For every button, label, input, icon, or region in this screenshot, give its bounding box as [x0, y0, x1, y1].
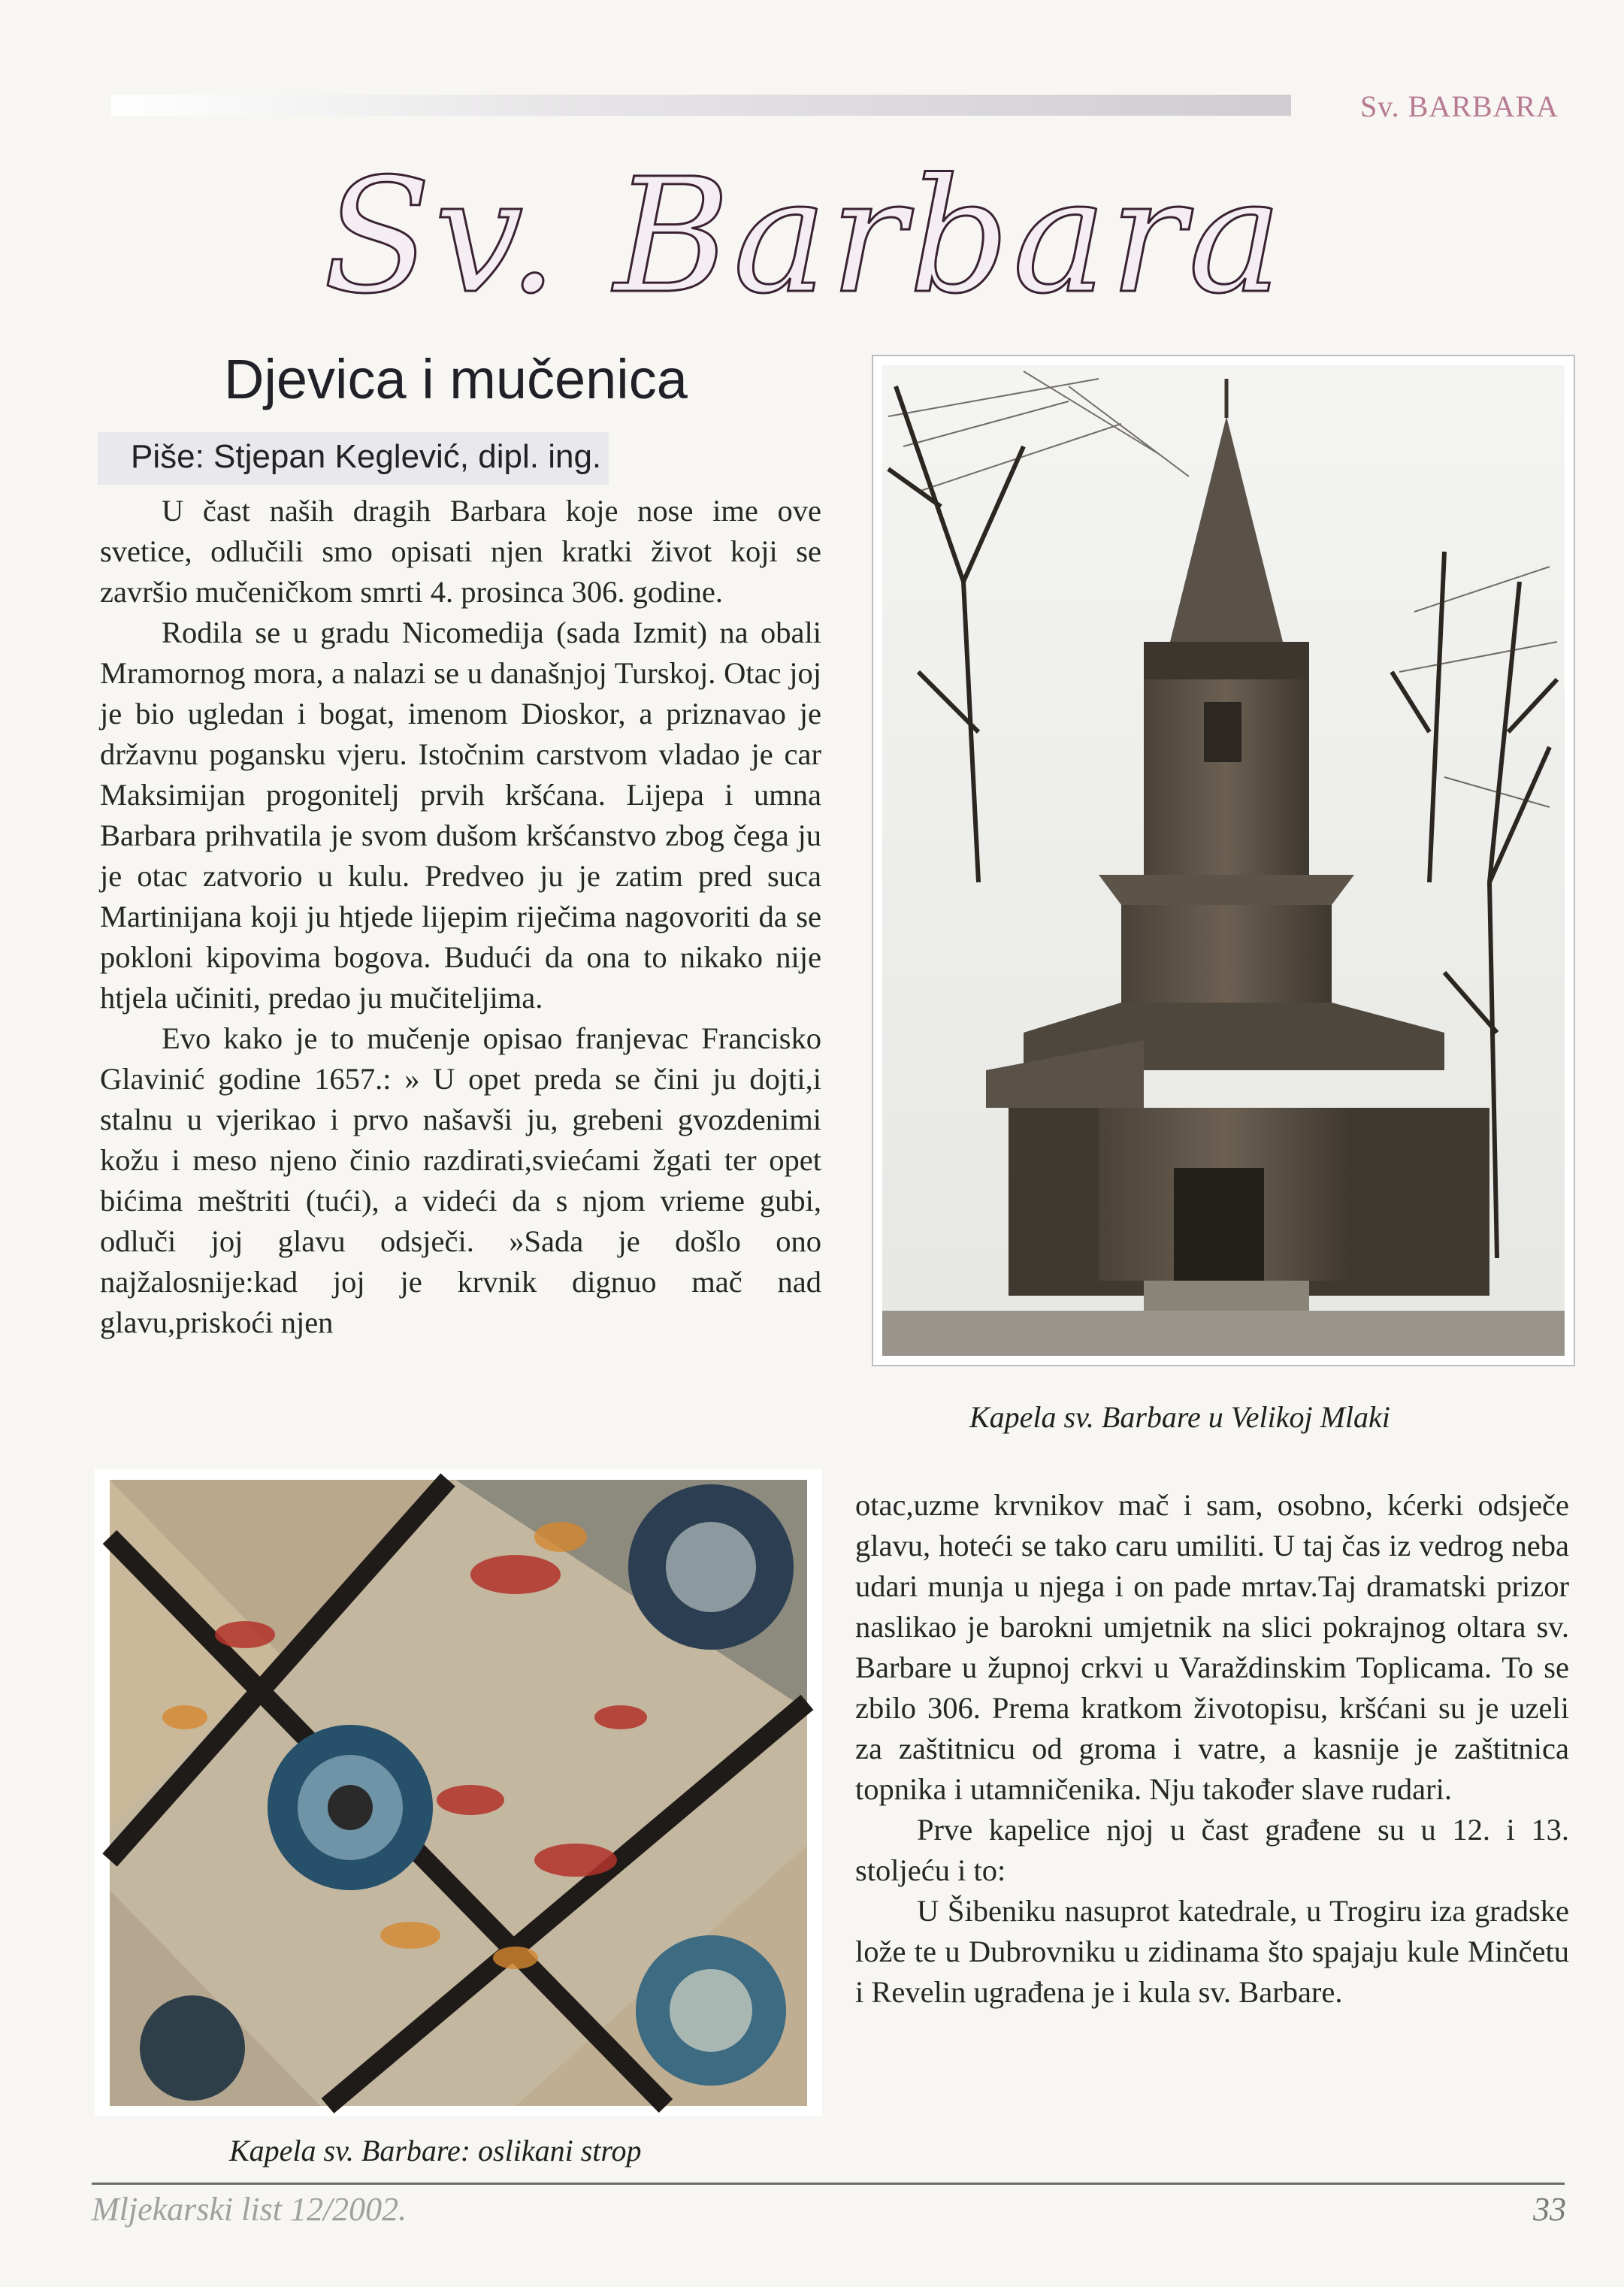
paragraph: Prve kapelice njoj u čast građene su u 12. i 13. stoljeću i to:: [855, 1813, 1569, 1887]
paragraph: U Šibeniku nasuprot katedrale, u Trogiru iza gradske lože te u Dubrovniku u zidinama što spajaju kule Minčetu i Revelin ugrađena je i kula sv. Barbare.: [855, 1894, 1569, 2009]
script-title: Sv. Barbara: [323, 144, 1286, 328]
header-rule: [111, 95, 1291, 116]
paragraph: Evo kako je to mučenje opisao franjevac Francisko Glavinić godine 1657.: » U opet preda se čini ju dojti,i stalnu u vjerikao i prvo našavši ju, grebeni gvozdenimi kožu i meso njeno činio razdirati,sviećami žgati ter opet bićima meštriti (tući), a videći da s njom vrieme gubi, odluči joj glavu odsječi. »Sada je došlo ono najžalosnije:kad joj je krvnik dignuo mač nad glavu,priskoći njen: [100, 1021, 821, 1339]
section-label: Sv. BARBARA: [1360, 89, 1559, 123]
ceiling-caption: Kapela sv. Barbare: oslikani strop: [229, 2134, 642, 2168]
painted-ceiling-image: [95, 1469, 822, 2116]
paragraph: otac,uzme krvnikov mač i sam, osobno, kćerki odsječe glavu, hoteći se tako caru umiliti. U taj čas iz vedrog neba udari munja u njega i on pade mrtav.Taj dramatski prizor naslikao je barokni umjetnik na slici pokrajnog oltara sv. Barbare u župnoj crkvi u Varaždinskim Toplicama. To se zbilo 306. Prema kratkom životopisu, kršćani su je uzeli za zaštitnicu od groma i vatre, a kasnije je zaštitnica topnika i utamničenika. Nju također slave rudari.: [855, 1488, 1569, 1806]
chapel-caption: Kapela sv. Barbare u Velikoj Mlaki: [969, 1400, 1390, 1434]
paragraph: U čast naših dragih Barbara koje nose ime ove svetice, odlučili smo opisati njen kratki život koji se završio mučeničkom smrti 4. prosinca 306. godine.: [100, 494, 821, 609]
right-text-column: [855, 1485, 1569, 2013]
ceiling-photo: [95, 1469, 822, 2116]
footer-rule: [92, 2183, 1565, 2185]
page-number: 33: [1533, 2191, 1566, 2228]
chapel-photo: [872, 355, 1575, 1366]
wooden-chapel-image: [873, 356, 1574, 1365]
left-text-column: [100, 491, 821, 1343]
paragraph: Rodila se u gradu Nicomedija (sada Izmit) na obali Mramornog mora, a nalazi se u današnjoj Turskoj. Otac joj je bio ugledan i bogat, imenom Dioskor, a priznavao je državnu pogansku vjeru. Istočnim carstvom vladao je car Maksimijan progonitelj prvih kršćana. Lijepa i umna Barbara prihvatila je svom dušom kršćanstvo zbog čega ju je otac zatvorio u kulu. Predveo ju je zatim pred suca Martinijana koji ju htjede lijepim riječima nagovoriti da se pokloni kipovima bogova. Budući da ona to nikako nije htjela učiniti, predao ju mučiteljima.: [100, 616, 821, 1015]
footer-magazine: Mljekarski list 12/2002.: [92, 2191, 407, 2228]
article-subtitle: Djevica i mučenica: [224, 348, 688, 410]
author-byline: Piše: Stjepan Keglević, dipl. ing.: [131, 438, 602, 475]
author-box: [98, 432, 609, 485]
